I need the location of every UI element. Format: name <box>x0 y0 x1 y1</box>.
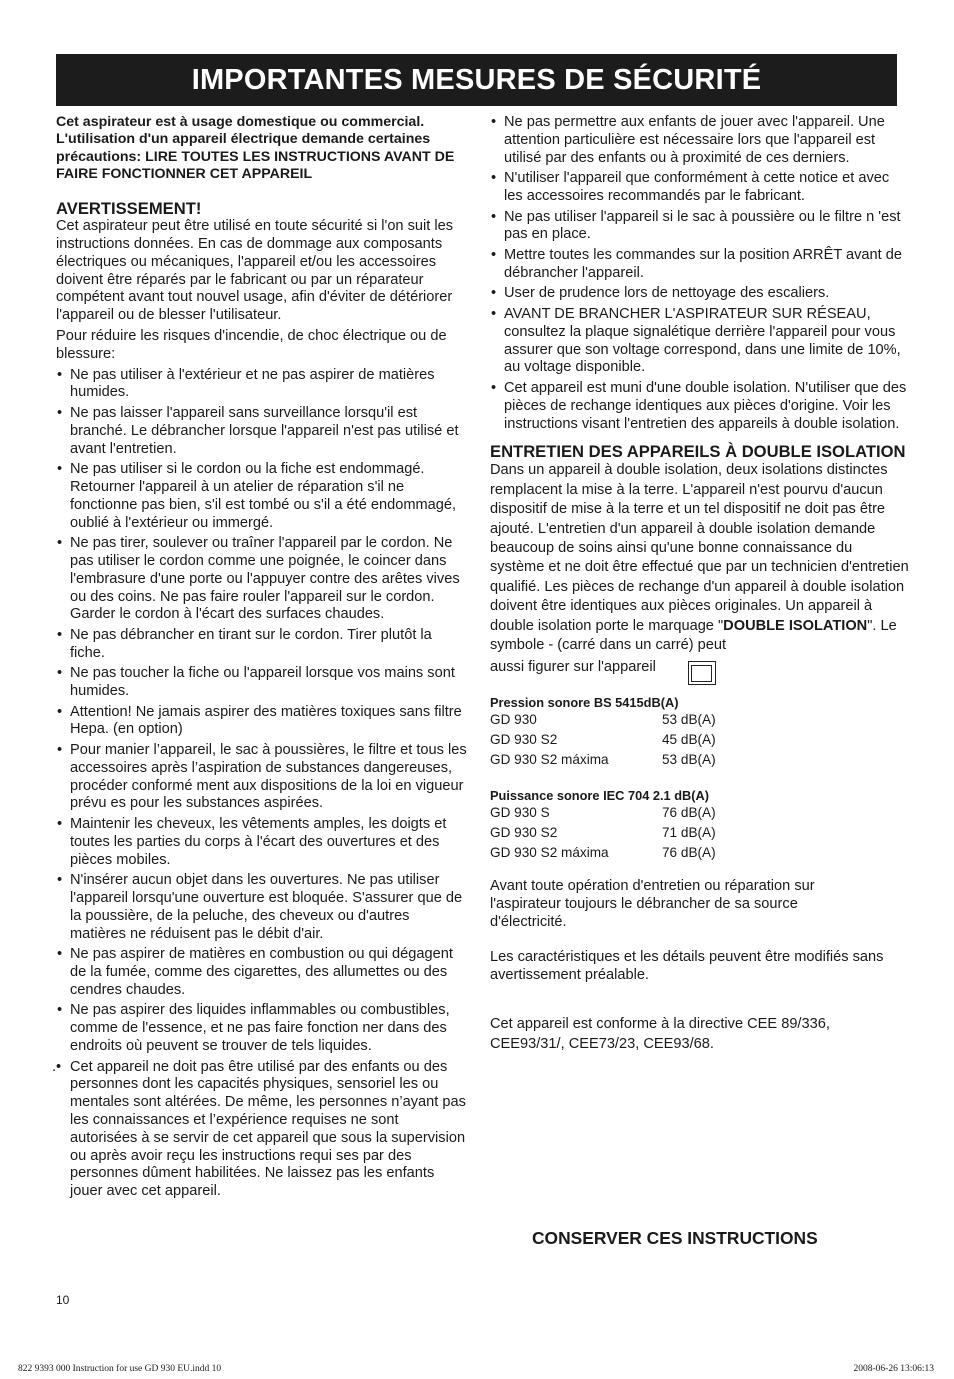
table-row <box>490 730 716 750</box>
value-cell: 45 dB(A) <box>662 732 716 748</box>
warning-paragraph-2: Pour réduire les risques d'incendie, de choc électrique ou de blessure: <box>56 327 447 362</box>
timestamp-footer: 2008-06-26 13:06:13 <box>853 1364 934 1374</box>
specifications-note: Les caractéristiques et les détails peuvent être modifiés sans avertissement préalable. <box>490 948 884 983</box>
list-item: • Cet appareil est muni d'une double isolation. N'utiliser que des pièces de rechange identiques aux pièces d'origine. Voir les instructions visant l'entretien des appareils à double isolation. <box>490 380 910 433</box>
list-item: • Ne pas aspirer des liquides inflammables ou combustibles, comme de l'essence, et ne pas faire fonction ner dans des endroits où peuvent se trouver de tels liquides. <box>56 1002 468 1055</box>
value-cell: 53 dB(A) <box>662 712 716 728</box>
model-cell: GD 930 S2 <box>490 825 558 841</box>
double-insulation-heading: ENTRETIEN DES APPAREILS À DOUBLE ISOLATION <box>490 442 906 462</box>
list-item: • Maintenir les cheveux, les vêtements amples, les doigts et toutes les parties du corps à l'écart des ouvertures et des pièces mobiles. <box>56 816 468 869</box>
list-item: • Ne pas utiliser si le cordon ou la fiche est endommagé. Retourner l'appareil à un atelier de réparation s'il ne fonctionne pas bien, s'il est tombé ou s'il a été endommagé, oublié à l'extérieur ou immergé. <box>56 461 468 532</box>
warning-paragraph-1: Cet aspirateur peut être utilisé en toute sécurité si l'on suit les instructions données. En cas de dommage aux composants électriques ou mécaniques, l'appareil et/ou les accessoires doivent être réparés par le fabricant ou par un réparateur compétent avant tout nouvel usage, afin d'éviter de détériorer l'appareil ou de blesser l'utilisateur. <box>56 218 454 324</box>
list-item: • Ne pas débrancher en tirant sur le cordon. Tirer plutôt la fiche. <box>56 627 468 663</box>
value-cell: 76 dB(A) <box>662 805 716 821</box>
double-insulation-text-end: ". Le symbole - (carré dans un carré) peut <box>490 617 897 653</box>
symbol-row <box>490 659 910 685</box>
left-column <box>56 114 468 1204</box>
keep-instructions-heading: CONSERVER CES INSTRUCTIONS <box>532 1228 818 1248</box>
list-item: • Pour manier l’appareil, le sac à poussières, le filtre et tous les accessoires après l’aspiration de substances dangereuses, procéder conformé ment aux dispositions de la loi en vigueur prévu es pour les substances aspirées. <box>56 742 468 813</box>
list-item: • Attention! Ne jamais aspirer des matières toxiques sans filtre Hepa. (en option) <box>56 704 468 740</box>
table-row <box>490 823 716 843</box>
value-cell: 76 dB(A) <box>662 845 716 861</box>
value-cell: 53 dB(A) <box>662 752 716 768</box>
list-item: • Mettre toutes les commandes sur la position ARRÊT avant de débrancher l'appareil. <box>490 247 910 283</box>
double-insulation-square-icon <box>688 661 716 685</box>
list-item: • Ne pas permettre aux enfants de jouer avec l'appareil. Une attention particulière est nécessaire lors que l'appareil est utilisé par des enfants ou à proximité de ces derniers. <box>490 114 910 167</box>
table-row <box>490 710 716 730</box>
double-insulation-text: Dans un appareil à double isolation, deux isolations distinctes remplacent la mise à la terre. L'appareil n'est pourvu d'aucun dispositif de mise à la terre et un tel dispositif ne doit pas être ajouté. L'entretien d'un appareil à double isolation demande beaucoup de soins ainsi qu'une bonne connaissance du système et ne doit être effectué que par un technicien d'entretien qualifié. Les pièces de rechange d'un appareil à double isolation doivent être identiques aux pièces originales. Un appareil à double isolation porte le marquage " <box>490 462 909 634</box>
page-number: 10 <box>56 1293 70 1307</box>
list-item: • User de prudence lors de nettoyage des escaliers. <box>490 285 910 303</box>
list-item: • N'utiliser l'appareil que conformément à cette notice et avec les accessoires recommandés par le fabricant. <box>490 170 910 206</box>
table-row <box>490 750 716 770</box>
inner-square-icon <box>691 665 712 682</box>
model-cell: GD 930 S2 máxima <box>490 752 609 768</box>
maintenance-note: Avant toute opération d'entretien ou réparation sur l'aspirateur toujours le débrancher de sa source d'électricité. <box>490 878 815 930</box>
warning-bullet-list <box>56 367 468 1201</box>
list-item: • Ne pas utiliser à l'extérieur et ne pas aspirer de matières humides. <box>56 367 468 403</box>
model-cell: GD 930 S <box>490 805 550 821</box>
list-item: • Ne pas utiliser l'appareil si le sac à poussière ou le filtre n 'est pas en place. <box>490 209 910 245</box>
double-insulation-marking: DOUBLE ISOLATION <box>723 617 868 634</box>
model-cell: GD 930 S2 máxima <box>490 845 609 861</box>
list-item: • AVANT DE BRANCHER L'ASPIRATEUR SUR RÉSEAU, consultez la plaque signalétique derrière l'appareil pour vous assurer que son voltage correspond, dans une limite de 10%, au voltage disponible. <box>490 306 910 377</box>
compliance-note: Cet appareil est conforme à la directive CEE 89/336, CEE93/31/, CEE73/23, CEE93/68. <box>490 1016 830 1053</box>
list-item: • Ne pas laisser l'appareil sans surveillance lorsqu'il est branché. Le débrancher lorsque l'appareil n'est pas utilisé et avant l'entretien. <box>56 405 468 458</box>
sound-power-table <box>490 803 716 863</box>
list-item: .• Cet appareil ne doit pas être utilisé par des enfants ou des personnes dont les capacités physiques, sensoriel les ou mentales sont altérées. De même, les personnes n’ayant pas les connaissances et l’expérience requises ne sont autorisées à se servir de cet appareil que sous la supervision ou après avoir reçu les instructions requi ses par des personnes dûment habilitées. Ne laissez pas les enfants jouer avec cet appareil. <box>56 1059 468 1201</box>
value-cell: 71 dB(A) <box>662 825 716 841</box>
sound-power-heading: Puissance sonore IEC 704 2.1 dB(A) <box>490 788 710 804</box>
double-insulation-body <box>490 461 910 655</box>
model-cell: GD 930 <box>490 712 537 728</box>
file-footer: 822 9393 000 Instruction for use GD 930 EU.indd 10 <box>18 1364 222 1374</box>
sound-pressure-table <box>490 710 716 770</box>
table-row <box>490 803 716 823</box>
safety-bullet-list <box>490 114 910 433</box>
sound-pressure-heading: Pression sonore BS 5415dB(A) <box>490 695 679 711</box>
page-title: IMPORTANTES MESURES DE SÉCURITÉ <box>56 54 897 106</box>
intro-text: Cet aspirateur est à usage domestique ou commercial. L'utilisation d'un appareil électrique demande certaines précautions: LIRE TOUTES LES INSTRUCTIONS AVANT DE FAIRE FONCTIONNER CET APPAREIL <box>56 114 455 182</box>
list-item: • Ne pas aspirer de matières en combustion ou qui dégagent de la fumée, comme des cigarettes, des allumettes ou des cendres chaudes. <box>56 946 468 999</box>
model-cell: GD 930 S2 <box>490 732 558 748</box>
warning-heading: AVERTISSEMENT! <box>56 199 202 219</box>
list-item: • N'insérer aucun objet dans les ouvertures. Ne pas utiliser l'appareil lorsqu'une ouverture est bloquée. S'assurer que de la poussière, de la peluche, des cheveux ou d'autres matières ne réduisent pas le débit d'air. <box>56 872 468 943</box>
list-item: • Ne pas toucher la fiche ou l'appareil lorsque vos mains sont humides. <box>56 665 468 701</box>
list-item: • Ne pas tirer, soulever ou traîner l'appareil par le cordon. Ne pas utiliser le cordon comme une poignée, le coincer dans l'embrasure d'une porte ou l'appuyer contre des arêtes vives ou des coins. Ne pas faire rouler l'appareil sur le cordon. Garder le cordon à l'écart des surfaces chaudes. <box>56 535 468 624</box>
right-column <box>490 114 910 1054</box>
table-row <box>490 843 716 863</box>
symbol-caption: aussi figurer sur l'appareil <box>490 659 656 676</box>
